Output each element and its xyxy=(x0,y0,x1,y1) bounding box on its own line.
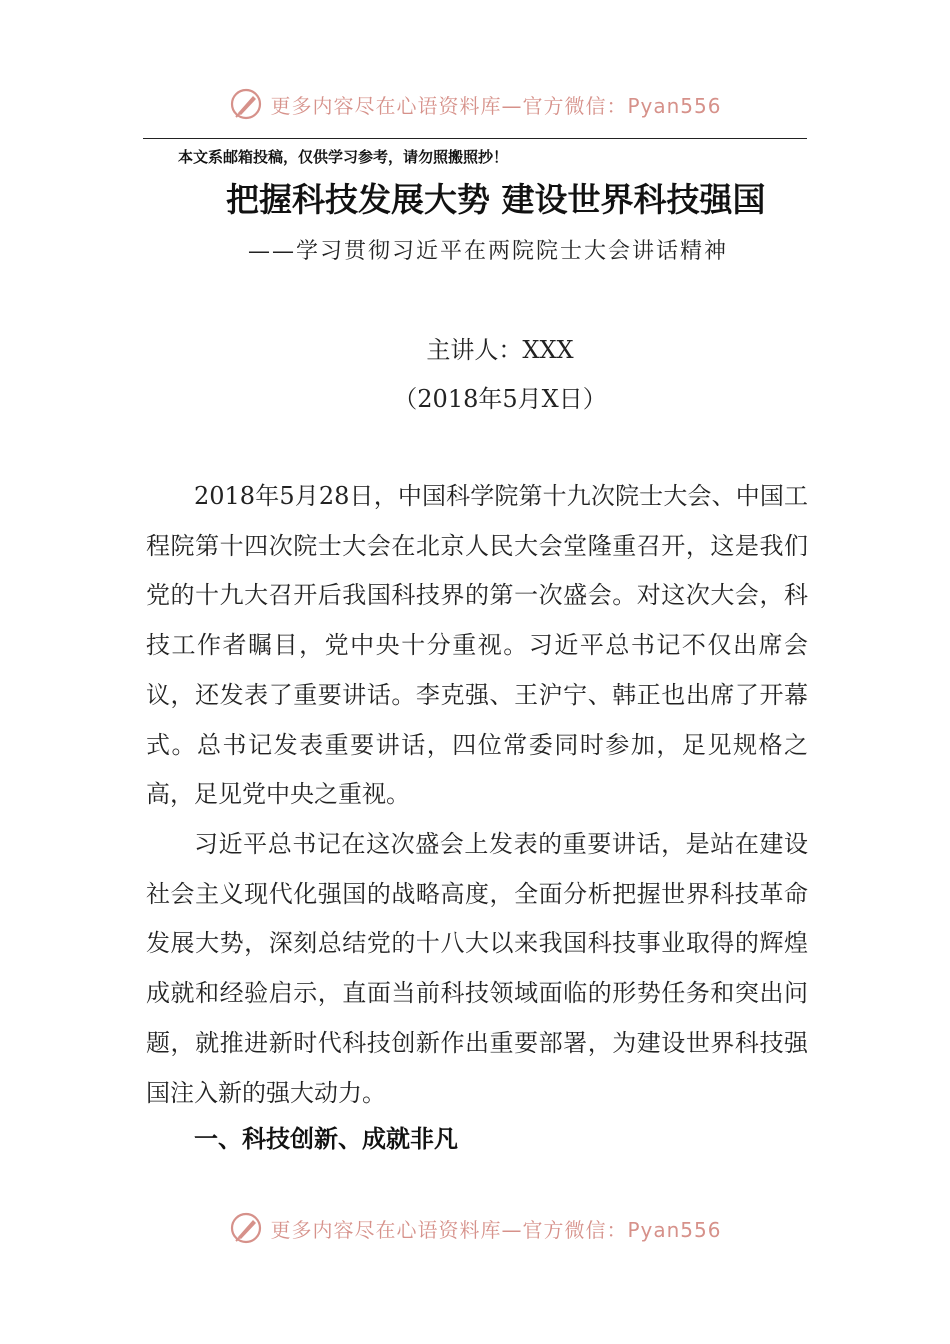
document-subtitle: ——学习贯彻习近平在两院院士大会讲话精神 xyxy=(248,239,729,264)
pen-circle-logo-icon xyxy=(228,86,264,122)
submission-notice: 本文系邮箱投稿，仅供学习参考，请勿照搬照抄！ xyxy=(178,148,509,166)
date-line: （2018年5月X日） xyxy=(393,385,607,413)
document-title: 把握科技发展大势 建设世界科技强国 xyxy=(226,180,766,219)
header-banner-text: 更多内容尽在心语资料库—官方微信：Pyan556 xyxy=(270,93,722,118)
footer-banner-text: 更多内容尽在心语资料库—官方微信：Pyan556 xyxy=(270,1217,722,1242)
footer-watermark-banner xyxy=(0,1208,950,1248)
header-watermark-banner xyxy=(0,84,950,124)
body-paragraph-2: 习近平总书记在这次盛会上发表的重要讲话，是站在建设社会主义现代化强国的战略高度，全面分析把握世界科技革命发展大势，深刻总结党的十八大以来我国科技事业取得的辉煌成就和经验启示，直面当前科技领域面临的形势任务和突出问题，就推进新时代科技创新作出重要部署，为建设世界科技强国注入新的强大动力。 xyxy=(146,830,808,1107)
speaker-line: 主讲人：XXX xyxy=(426,336,574,364)
section-heading: 一、科技创新、成就非凡 xyxy=(194,1124,458,1153)
header-divider xyxy=(143,138,807,139)
body-paragraph-1: 2018年5月28日，中国科学院第十九次院士大会、中国工程院第十四次院士大会在北京人民大会堂隆重召开，这是我们党的十九大召开后我国科技界的第一次盛会。对这次大会，科技工作者瞩目，党中央十分重视。习近平总书记不仅出席会议，还发表了重要讲话。李克强、王沪宁、韩正也出席了开幕式。总书记发表重要讲话，四位常委同时参加，足见规格之高，足见党中央之重视。 xyxy=(146,482,808,809)
pen-circle-logo-icon xyxy=(228,1210,264,1246)
